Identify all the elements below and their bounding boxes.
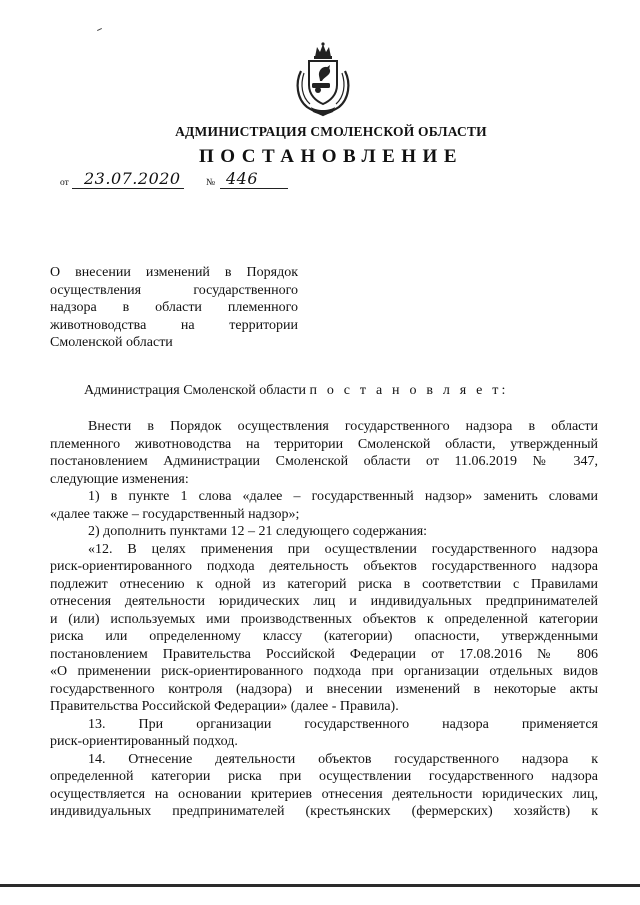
organization-title: АДМИНИСТРАЦИЯ СМОЛЕНСКОЙ ОБЛАСТИ xyxy=(175,124,487,139)
body-line: риск-ориентированного подхода деятельность объектов государственного надзора xyxy=(50,559,598,574)
body-line: постановлением Администрации Смоленской области от 11.06.2019 № 347, xyxy=(50,454,598,469)
body-line: риск-ориентированный подход. xyxy=(50,734,238,749)
body-line: и (или) используемых ими производственных объектов к определенной категории xyxy=(50,611,598,627)
body-line: 2) дополнить пунктами 12 – 21 следующего содержания: xyxy=(88,524,428,539)
subject-line: животноводства на территории xyxy=(50,317,298,333)
subject-line: О внесении изменений в Порядок xyxy=(50,265,298,280)
body-line: Внести в Порядок осуществления государственного надзора в области xyxy=(88,419,598,434)
handwritten-number: 446 xyxy=(226,169,259,188)
body-line: «12. В целях применения при осуществлении государственного надзора xyxy=(88,541,598,557)
subject-line: осуществления государственного xyxy=(50,282,298,298)
body-line: определенной категории риска при осуществлении государственного надзора xyxy=(50,769,598,784)
body-line: племенного животноводства на территории Смоленской области, утвержденный xyxy=(50,436,598,452)
preamble-decree-word: п о с т а н о в л я е т: xyxy=(309,383,509,398)
handwritten-date: 23.07.2020 xyxy=(84,169,181,188)
number-underline xyxy=(220,188,288,189)
body-line: 13. При организации государственного надзора применяется xyxy=(88,716,598,732)
document-type-title: ПОСТАНОВЛЕНИЕ xyxy=(198,146,464,167)
scan-bottom-edge xyxy=(0,884,640,887)
coat-of-arms-emblem xyxy=(293,41,353,117)
body-line: отнесения деятельности юридических лиц и индивидуальных предпринимателей xyxy=(50,594,598,609)
date-number-line xyxy=(60,170,300,194)
date-prefix: от xyxy=(60,178,69,188)
body-line: риска или определенному классу (категории) опасности, утвержденными xyxy=(50,629,598,644)
body-line: подлежит отнесению к одной из категорий риска в соответствии с Правилами xyxy=(50,576,598,592)
body-line: государственного контроля (надзора) и внесении изменений в некоторые акты xyxy=(50,681,598,697)
body-line: «далее также – государственный надзор»; xyxy=(50,506,300,522)
document-body xyxy=(50,418,598,821)
body-line: 14. Отнесение деятельности объектов государственного надзора к xyxy=(88,751,598,767)
subject-block xyxy=(50,264,298,352)
scan-mark xyxy=(97,28,102,31)
body-line: постановлением Правительства Российской Федерации от 17.08.2016 № 806 xyxy=(50,646,598,662)
body-line: индивидуальных предпринимателей (крестьянских (фермерских) хозяйств) к xyxy=(50,804,598,819)
preamble xyxy=(84,383,509,399)
body-line: «О применении риск-ориентированного подхода при организации отдельных видов xyxy=(50,664,598,679)
body-line: Правительства Российской Федерации» (далее - Правила). xyxy=(50,699,399,714)
subject-line: надзора в области племенного xyxy=(50,300,298,315)
date-underline xyxy=(72,188,184,189)
body-line: 1) в пункте 1 слова «далее – государственный надзор» заменить словами xyxy=(88,489,598,504)
number-prefix: № xyxy=(206,178,216,188)
subject-line: Смоленской области xyxy=(50,335,173,350)
body-line: следующие изменения: xyxy=(50,471,189,487)
preamble-text: Администрация Смоленской области xyxy=(84,383,307,398)
body-line: осуществляется на основании критериев отнесения деятельности юридических лиц, xyxy=(50,786,598,802)
